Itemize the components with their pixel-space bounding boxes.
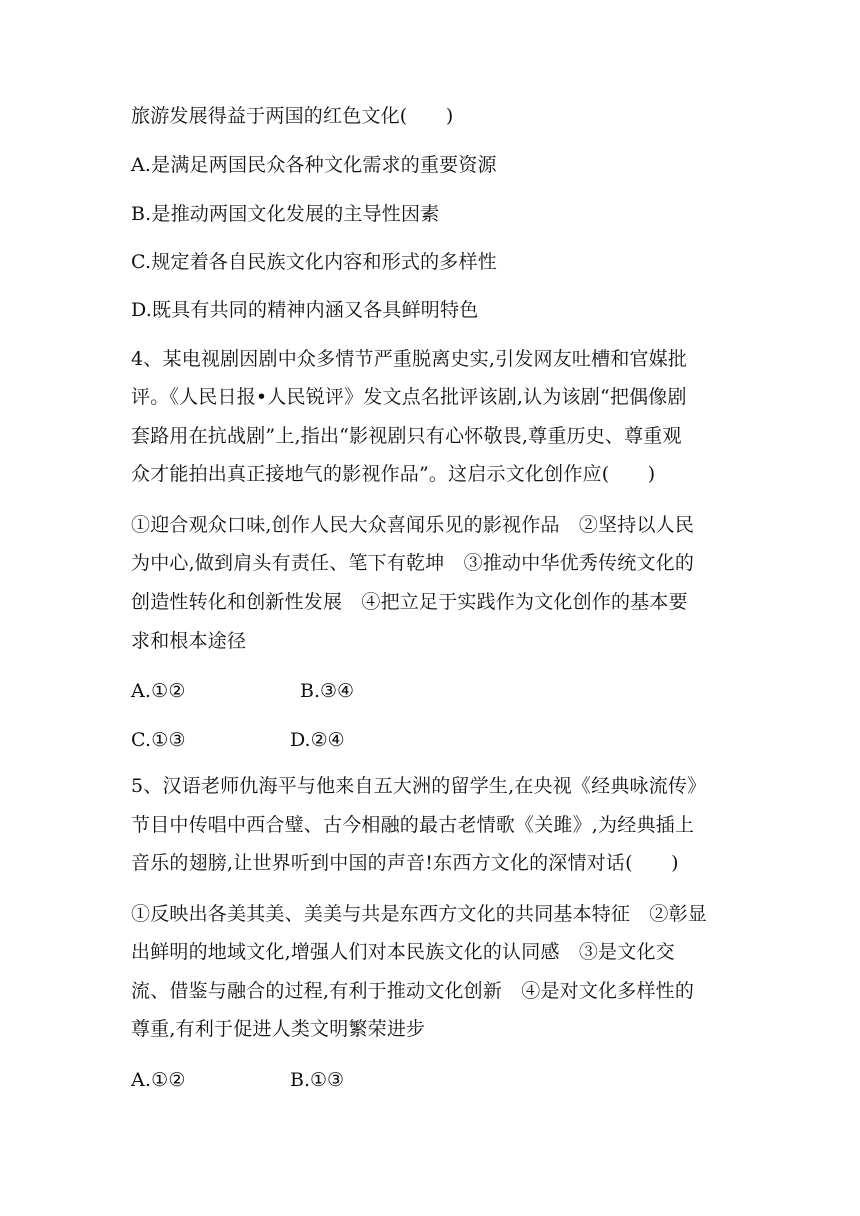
q5-choice-line: 出鲜明的地域文化,增强人们对本民族文化的认同感 ③是文化交 [131,941,675,963]
q3-option-a: A.是满足两国民众各种文化需求的重要资源 [131,154,497,176]
q4-option-b: B.③④ [300,680,355,702]
q5-stem-line: 5、汉语老师仇海平与他来自五大洲的留学生,在央视《经典咏流传》 [131,775,707,797]
q4-option-d: D.②④ [290,729,345,751]
q3-option-c: C.规定着各自民族文化内容和形式的多样性 [131,251,497,273]
q3-option-b: B.是推动两国文化发展的主导性因素 [131,203,440,225]
q3-stem-end: 旅游发展得益于两国的红色文化( ) [131,105,454,127]
q4-stem-line: 套路用在抗战剧”上,指出“影视剧只有心怀敬畏,尊重历史、尊重观 [131,425,682,447]
q4-choice-line: 求和根本途径 [131,630,247,652]
q4-stem-line: 评。《人民日报•人民锐评》发文点名批评该剧,认为该剧“把偶像剧 [131,386,687,408]
q5-choice-line: 流、借鉴与融合的过程,有利于推动文化创新 ④是对文化多样性的 [131,980,695,1002]
q4-stem-line: 众才能拍出真正接地气的影视作品”。这启示文化创作应( ) [131,463,656,485]
q5-option-b: B.①③ [290,1069,345,1091]
q4-option-c: C.①③ [131,729,186,751]
q5-option-a: A.①② [131,1069,186,1091]
q5-choice-line: ①反映出各美其美、美美与共是东西方文化的共同基本特征 ②彰显 [131,903,708,925]
q4-stem-line: 4、某电视剧因剧中众多情节严重脱离史实,引发网友吐槽和官媒批 [131,348,688,370]
q5-stem-line: 节目中传唱中西合璧、古今相融的最古老情歌《关雎》,为经典插上 [131,814,695,836]
q4-choice-line: 为中心,做到肩头有责任、笔下有乾坤 ③推动中华优秀传统文化的 [131,552,695,574]
q4-option-a: A.①② [131,680,186,702]
q4-choice-line: ①迎合观众口味,创作人民大众喜闻乐见的影视作品 ②坚持以人民 [131,514,695,536]
q3-option-d: D.既具有共同的精神内涵又各具鲜明特色 [131,299,479,321]
q4-choice-line: 创造性转化和创新性发展 ④把立足于实践作为文化创作的基本要 [131,591,688,613]
q5-choice-line: 尊重,有利于促进人类文明繁荣进步 [131,1018,426,1040]
q5-stem-line: 音乐的翅膀,让世界听到中国的声音!东西方文化的深情对话( ) [131,852,679,874]
